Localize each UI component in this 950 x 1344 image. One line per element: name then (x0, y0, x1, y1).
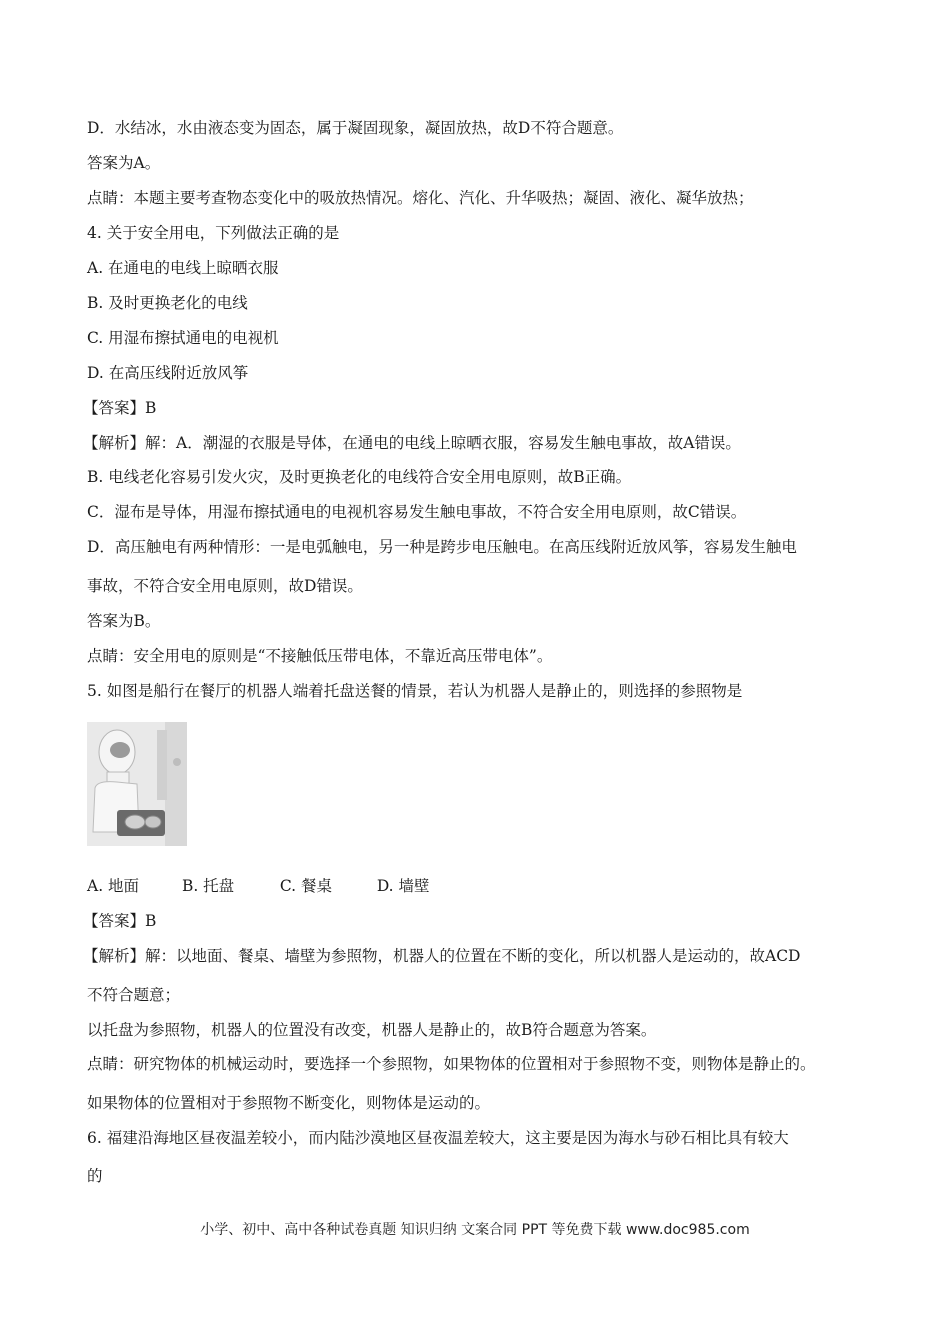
text-line: 点睛：本题主要考查物态变化中的吸放热情况。熔化、汽化、升华吸热；凝固、液化、凝华放热； (87, 189, 754, 207)
text-line: 点睛：安全用电的原则是“不接触低压带电体，不靠近高压带电体”。 (87, 647, 553, 665)
robot-waiter-image (87, 722, 187, 846)
text-line: 不符合题意； (87, 986, 181, 1004)
text-line: 事故，不符合安全用电原则，故D错误。 (87, 577, 363, 595)
option-c: C. 用湿布擦拭通电的电视机 (87, 329, 279, 347)
analysis-text: 【解析】解：A．潮湿的衣服是导体，在通电的电线上晾晒衣服，容易发生触电事故，故A错误。 (83, 434, 741, 452)
option-b: B. 托盘 (181, 877, 235, 895)
text-line: 如果物体的位置相对于参照物不断变化，则物体是运动的。 (87, 1094, 491, 1112)
analysis-text: 【解析】解：以地面、餐桌、墙壁为参照物，机器人的位置在不断的变化，所以机器人是运动的，故ACD (83, 947, 801, 965)
text-line: 以托盘为参照物，机器人的位置没有改变，机器人是静止的，故B符合题意为答案。 (87, 1021, 657, 1039)
answer-label: 【答案】B (83, 399, 157, 417)
text-line: 点睛：研究物体的机械运动时，要选择一个参照物，如果物体的位置相对于参照物不变，则物体是静止的。 (87, 1055, 816, 1073)
option-a: A. 在通电的电线上晾晒衣服 (87, 259, 279, 277)
question-5: 5. 如图是船行在餐厅的机器人端着托盘送餐的情景，若认为机器人是静止的，则选择的参照物是 (87, 682, 743, 700)
option-b: B. 及时更换老化的电线 (87, 294, 248, 312)
answer-label: 【答案】B (83, 912, 157, 930)
text-line: 的 (87, 1167, 103, 1185)
text-line: C．湿布是导体，用湿布擦拭通电的电视机容易发生触电事故，不符合安全用电原则，故C错误。 (87, 503, 747, 521)
question-5-options (87, 875, 430, 897)
text-line: 答案为A。 (87, 154, 161, 172)
question-6: 6. 福建沿海地区昼夜温差较小，而内陆沙漠地区昼夜温差较大，这主要是因为海水与砂石相比具有较大 (87, 1129, 789, 1147)
option-a: A. 地面 (87, 877, 140, 895)
page-footer: 小学、初中、高中各种试卷真题 知识归纳 文案合同 PPT 等免费下载 www.doc985.com (200, 1222, 750, 1238)
text-line: D．高压触电有两种情形：一是电弧触电，另一种是跨步电压触电。在高压线附近放风筝，容易发生触电 (87, 538, 797, 556)
option-d: D. 墙壁 (376, 877, 430, 895)
text-line: 答案为B。 (87, 612, 161, 630)
question-4: 4. 关于安全用电，下列做法正确的是 (87, 224, 340, 242)
text-line: B. 电线老化容易引发火灾，及时更换老化的电线符合安全用电原则，故B正确。 (87, 468, 632, 486)
option-c: C. 餐桌 (279, 877, 333, 895)
text-line: D．水结冰，水由液态变为固态，属于凝固现象，凝固放热，故D不符合题意。 (87, 119, 624, 137)
option-d: D. 在高压线附近放风筝 (87, 364, 249, 382)
